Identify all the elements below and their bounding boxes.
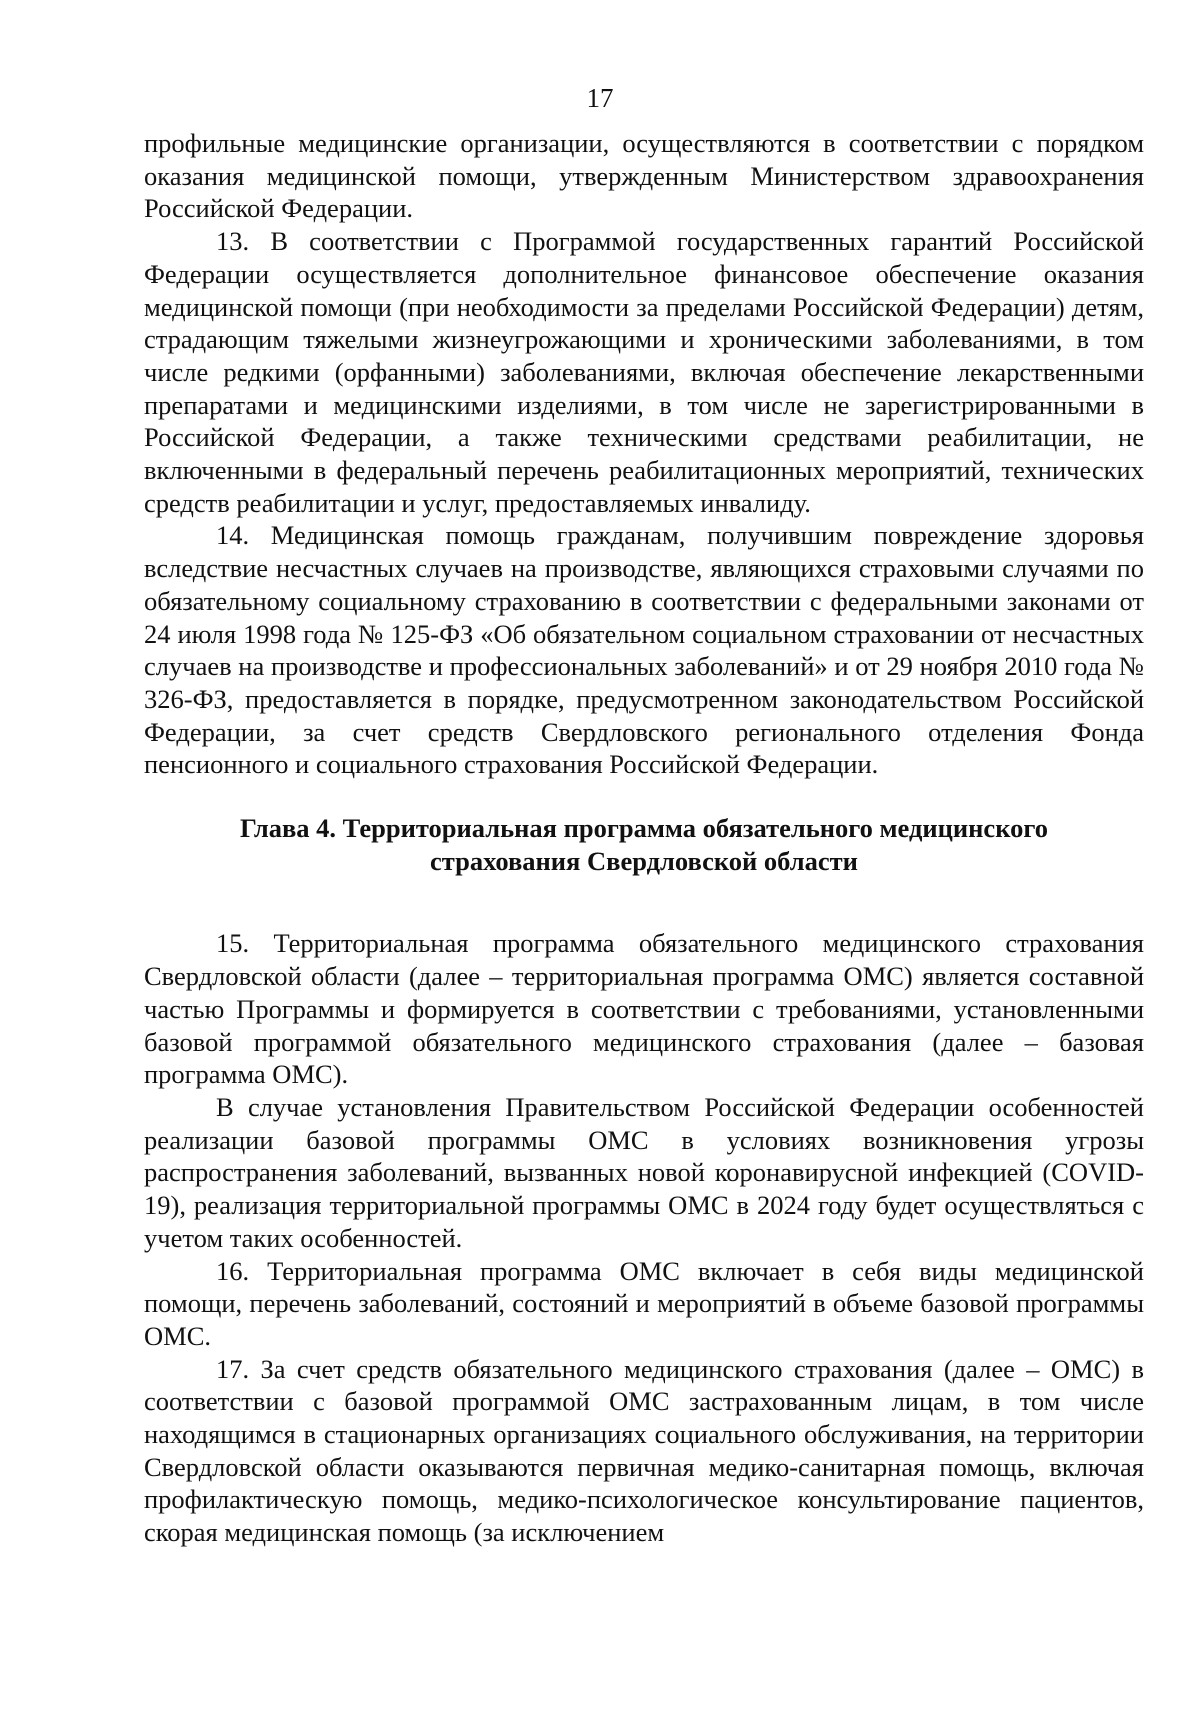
chapter-heading: [144, 812, 1144, 877]
paragraph-covid: В случае установления Правительством Российской Федерации особенностей реализации базовой программы ОМС в условиях возникновения угрозы распространения заболеваний, вызванных новой коронавирусной инфекцией (COVID-19), реализация территориальной программы ОМС в 2024 году будет осуществляться с учетом таких особенностей.: [144, 1091, 1144, 1253]
document-body: [144, 127, 1144, 1549]
paragraph-continuation: профильные медицинские организации, осуществляются в соответствии с порядком оказания медицинской помощи, утвержденным Министерством здравоохранения Российской Федерации.: [144, 128, 1144, 224]
paragraph-13: 13. В соответствии с Программой государственных гарантий Российской Федерации осуществляется дополнительное финансовое обеспечение оказания медицинской помощи (при необходимости за пределами Российской Федерации) детям, страдающим тяжелыми жизнеугрожающими и хроническими заболеваниями, в том числе редкими (орфанными) заболеваниями, включая обеспечение лекарственными препаратами и медицинскими изделиями, в том числе не зарегистрированными в Российской Федерации, а также техническими средствами реабилитации, не включенными в федеральный перечень реабилитационных мероприятий, технических средств реабилитации и услуг, предоставляемых инвалиду.: [144, 226, 1144, 518]
paragraph-15: 15. Территориальная программа обязательного медицинского страхования Свердловской области (далее – территориальная программа ОМС) является составной частью Программы и формируется в соответствии с требованиями, установленными базовой программой обязательного медицинского страхования (далее – базовая программа ОМС).: [144, 928, 1144, 1090]
paragraph-16: 16. Территориальная программа ОМС включает в себя виды медицинской помощи, перечень заболеваний, состояний и мероприятий в объеме базовой программы ОМС.: [144, 1255, 1144, 1351]
paragraph-14: 14. Медицинская помощь гражданам, получившим повреждение здоровья вследствие несчастных случаев на производстве, являющихся страховыми случаями по обязательному социальному страхованию в соответствии с федеральными законами от 24 июля 1998 года № 125-ФЗ «Об обязательном социальном страховании от несчастных случаев на производстве и профессиональных заболеваний» и от 29 ноября 2010 года № 326-ФЗ, предоставляется в порядке, предусмотренном законодательством Российской Федерации, за счет средств Свердловского регионального отделения Фонда пенсионного и социального страхования Российской Федерации.: [144, 520, 1144, 780]
page-number: 17: [586, 83, 614, 113]
chapter-heading-line-1: Глава 4. Территориальная программа обязательного медицинского: [239, 813, 1048, 844]
paragraph-17: 17. За счет средств обязательного медицинского страхования (далее – ОМС) в соответствии с базовой программой ОМС застрахованным лицам, в том числе находящимся в стационарных организациях социального обслуживания, на территории Свердловской области оказываются первичная медико-санитарная помощь, включая профилактическую помощь, медико-психологическое консультирование пациентов, скорая медицинская помощь (за исключением: [144, 1353, 1144, 1548]
chapter-heading-line-2: страхования Свердловской области: [430, 845, 858, 876]
